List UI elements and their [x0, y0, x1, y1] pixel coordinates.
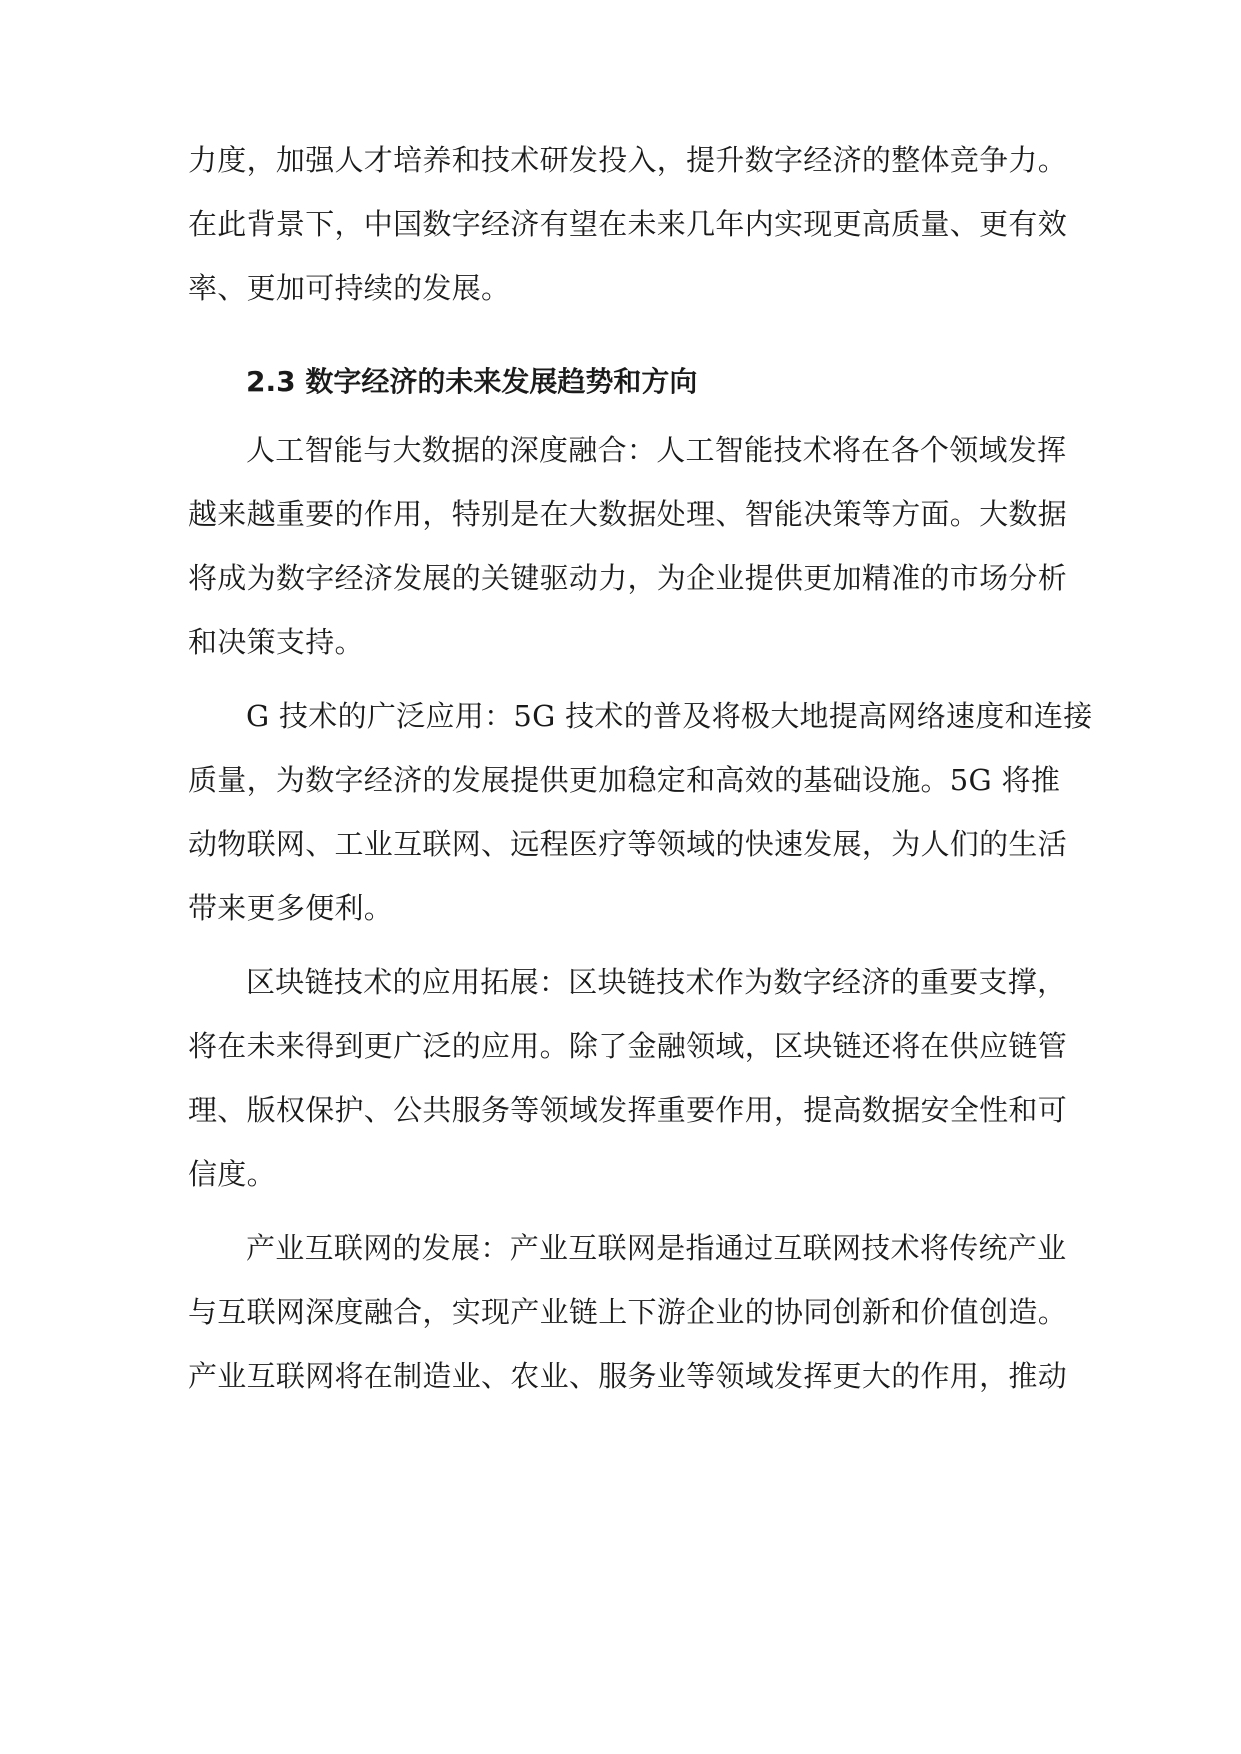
text-line: 在此背景下，中国数字经济有望在未来几年内实现更高质量、更有效 [188, 207, 1068, 241]
text-line: 力度，加强人才培养和技术研发投入，提升数字经济的整体竞争力。 [188, 143, 1068, 177]
text-line: 越来越重要的作用，特别是在大数据处理、智能决策等方面。大数据 [188, 497, 1068, 531]
section-heading: 2.3 数字经济的未来发展趋势和方向 [246, 365, 698, 398]
text-line: 率、更加可持续的发展。 [188, 271, 511, 305]
text-line: 产业互联网的发展：产业互联网是指通过互联网技术将传统产业 [246, 1231, 1067, 1265]
text-line: 质量，为数字经济的发展提供更加稳定和高效的基础设施。5G 将推 [188, 763, 1061, 797]
text-line: 将成为数字经济发展的关键驱动力，为企业提供更加精准的市场分析 [188, 561, 1068, 595]
text-line: 与互联网深度融合，实现产业链上下游企业的协同创新和价值创造。 [188, 1295, 1068, 1329]
text-line: 理、版权保护、公共服务等领域发挥重要作用，提高数据安全性和可 [188, 1093, 1068, 1127]
text-line: 信度。 [188, 1157, 276, 1191]
text-line: 区块链技术的应用拓展：区块链技术作为数字经济的重要支撑， [246, 965, 1067, 999]
text-line: 动物联网、工业互联网、远程医疗等领域的快速发展，为人们的生活 [188, 827, 1068, 861]
text-line: 带来更多便利。 [188, 891, 394, 925]
text-line: 将在未来得到更广泛的应用。除了金融领域，区块链还将在供应链管 [188, 1029, 1068, 1063]
text-line: 和决策支持。 [188, 625, 364, 659]
text-line: G 技术的广泛应用：5G 技术的普及将极大地提高网络速度和连接 [246, 699, 1093, 733]
text-line: 人工智能与大数据的深度融合：人工智能技术将在各个领域发挥 [246, 433, 1067, 467]
text-line: 产业互联网将在制造业、农业、服务业等领域发挥更大的作用，推动 [188, 1359, 1068, 1393]
